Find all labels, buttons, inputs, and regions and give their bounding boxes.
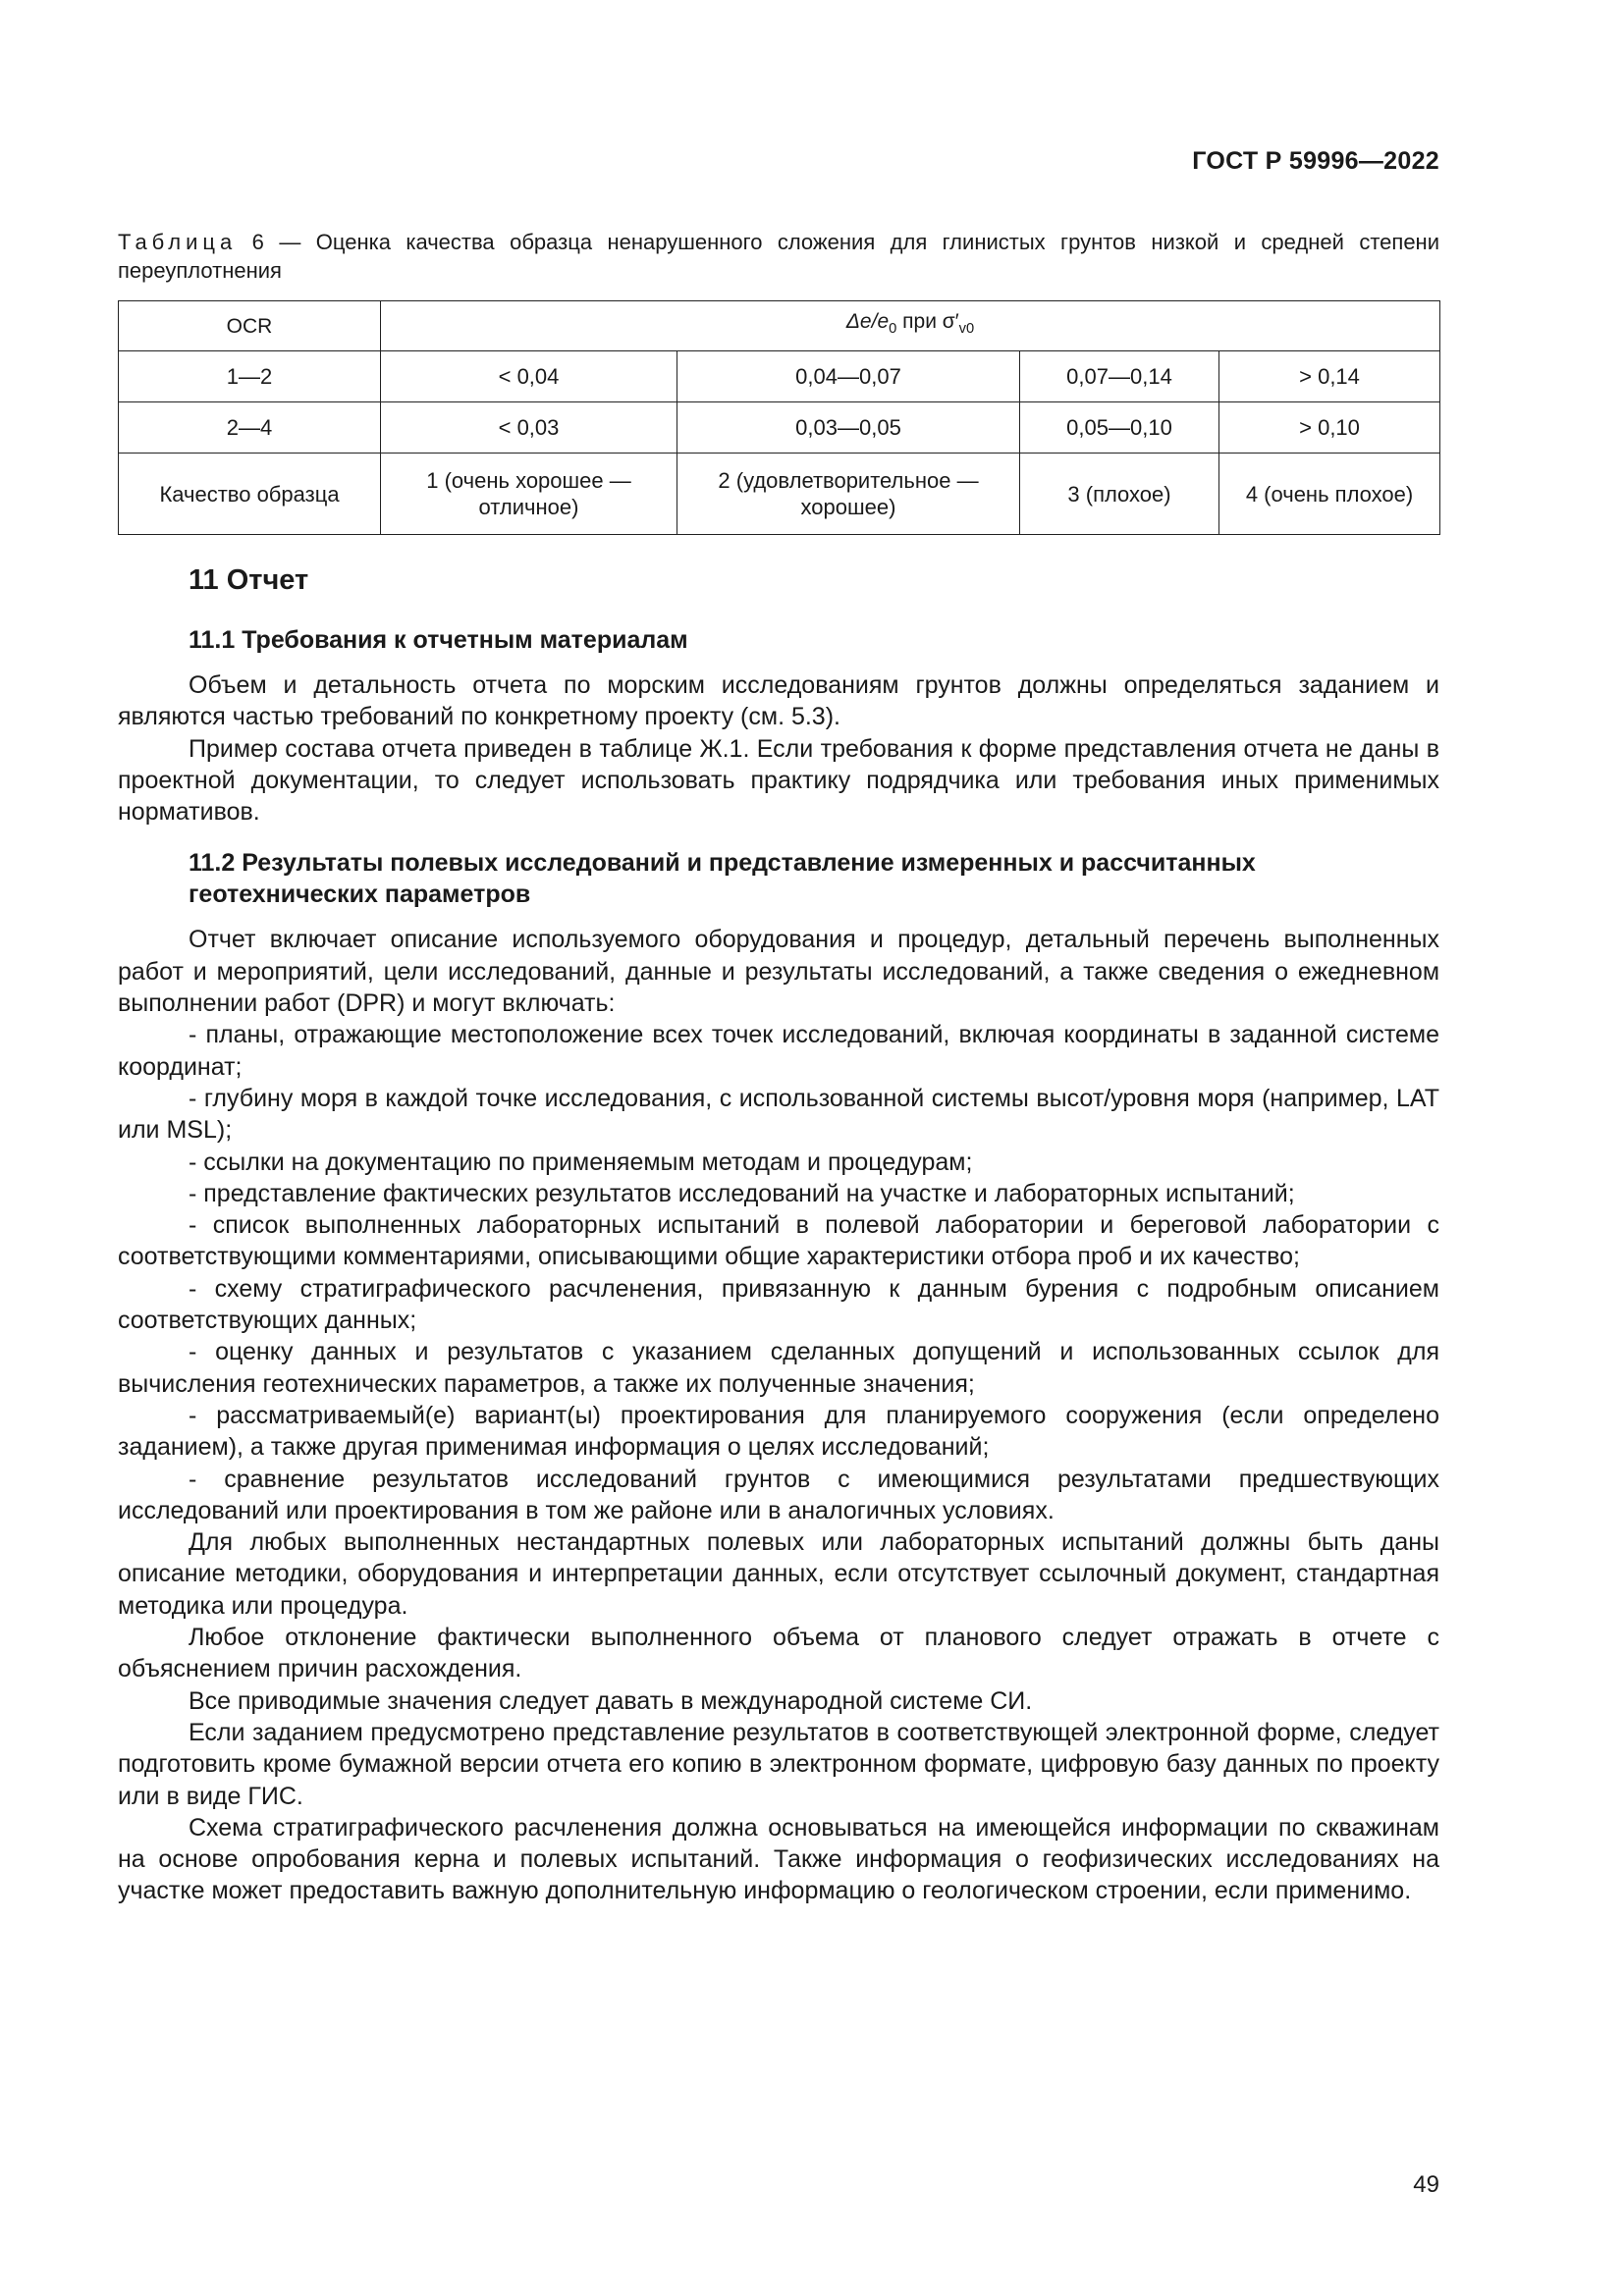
table-cell: 0,04—0,07 [677, 351, 1020, 402]
paragraph: Объем и детальность отчета по морским исследованиям грунтов должны определяться заданием и являются частью требований по конкретному проекту (см. 5.3). [118, 671, 1439, 731]
header-metric [381, 301, 1440, 351]
table-cell: < 0,04 [381, 351, 677, 402]
quality-label: Качество образца [119, 454, 381, 535]
subsection-heading-line1: 11.2 Результаты полевых исследований и представление измеренных и рассчитанных [189, 849, 1256, 878]
paragraph: Схема стратиграфического расчленения должна основываться на имеющейся информации по скважинам на основе опробования керна и полевых испытаний. Также информация о геофизических исследованиях на участке может предоставить важную дополнительную информацию о геологическом строении, если применимо. [118, 1813, 1439, 1905]
page-number: 49 [1413, 2171, 1439, 2198]
table-cell: > 0,14 [1219, 351, 1440, 402]
table-caption-text: 6 — Оценка качества образца ненарушенного сложения для глинистых грунтов низкой и средней степени переуплотнения [118, 230, 1439, 283]
table-cell: 0,03—0,05 [677, 402, 1020, 454]
table-cell: 0,05—0,10 [1020, 402, 1219, 454]
subsection-heading-11-2 [118, 847, 1439, 910]
table-cell: > 0,10 [1219, 402, 1440, 454]
header-ocr: OCR [119, 301, 381, 351]
list-item: - планы, отражающие местоположение всех точек исследований, включая координаты в заданной системе координат; [118, 1021, 1439, 1081]
header-metric-mid: при σ′ [896, 310, 959, 334]
subsection-heading-11-1: 11.1 Требования к отчетным материалам [189, 626, 688, 654]
standard-designation: ГОСТ Р 59996—2022 [1192, 147, 1439, 175]
paragraph: Любое отклонение фактически выполненного объема от планового следует отражать в отчете с объяснением причин расхождения. [118, 1624, 1439, 1683]
table-cell: 2 (удовлетворительное — хорошее) [677, 454, 1020, 535]
paragraph: Для любых выполненных нестандартных полевых или лабораторных испытаний должны быть даны описание методики, оборудования и интерпретации данных, если отсутствует ссылочный документ, стандартная методика или процедура. [118, 1528, 1439, 1620]
row-ocr-label: 2—4 [119, 402, 381, 454]
list-item: - оценку данных и результатов с указанием сделанных допущений и использованных ссылок для вычисления геотехнических параметров, а также их полученные значения; [118, 1338, 1439, 1398]
subsection-heading-line2: геотехнических параметров [189, 881, 531, 909]
header-metric-ratio: Δe/e [845, 310, 890, 334]
table-cell: 4 (очень плохое) [1219, 454, 1440, 535]
list-item: - глубину моря в каждой точке исследования, с использованной системы высот/уровня моря (например, LAT или MSL); [118, 1084, 1439, 1145]
paragraph: Пример состава отчета приведен в таблице Ж.1. Если требования к форме представления отчета не даны в проектной документации, то следует использовать практику подрядчика или требования иных применимых нормативов. [118, 734, 1439, 827]
paragraph: Если заданием предусмотрено представление результатов в соответствующей электронной форме, следует подготовить кроме бумажной версии отчета его копию в электронном формате, цифровую базу данных по проекту или в виде ГИС. [118, 1718, 1439, 1810]
list-item: - представление фактических результатов исследований на участке и лабораторных испытаний; [189, 1179, 1295, 1207]
table-cell: 0,07—0,14 [1020, 351, 1219, 402]
table-cell: 3 (плохое) [1020, 454, 1219, 535]
quality-assessment-table [118, 300, 1440, 535]
list-item: - схему стратиграфического расчленения, привязанную к данным бурения с подробным описанием соответствующих данных; [118, 1274, 1439, 1335]
paragraph: Отчет включает описание используемого оборудования и процедур, детальный перечень выполненных работ и мероприятий, цели исследований, данные и результаты исследований, а также сведения о ежедневном выполнении работ (DPR) и могут включать: [118, 926, 1439, 1018]
table-caption [118, 228, 1439, 285]
paragraph: Все приводимые значения следует давать в международной системе СИ. [189, 1686, 1033, 1715]
body-text [118, 624, 1439, 1907]
table-row [119, 402, 1440, 454]
list-item: - список выполненных лабораторных испытаний в полевой лаборатории и береговой лаборатории с соответствующими комментариями, описывающими общие характеристики отбора проб и их качество; [118, 1211, 1439, 1271]
table-header-row [119, 301, 1440, 351]
list-item: - рассматриваемый(е) вариант(ы) проектирования для планируемого сооружения (если определено заданием), а также другая применимая информация о целях исследований; [118, 1401, 1439, 1462]
section-heading: 11 Отчет [189, 564, 309, 596]
list-item: - ссылки на документацию по применяемым методам и процедурам; [189, 1148, 973, 1176]
header-metric-sub2: v0 [958, 321, 975, 338]
list-item: - сравнение результатов исследований грунтов с имеющимися результатами предшествующих исследований или проектирования в том же районе или в аналогичных условиях. [118, 1465, 1439, 1524]
table-row [119, 351, 1440, 402]
header-metric-sub: 0 [889, 321, 897, 338]
table-caption-label: Таблица [118, 230, 238, 254]
table-cell: < 0,03 [381, 402, 677, 454]
table-cell: 1 (очень хорошее — отличное) [381, 454, 677, 535]
document-page [118, 0, 1439, 2296]
row-ocr-label: 1—2 [119, 351, 381, 402]
table-row-quality [119, 454, 1440, 535]
